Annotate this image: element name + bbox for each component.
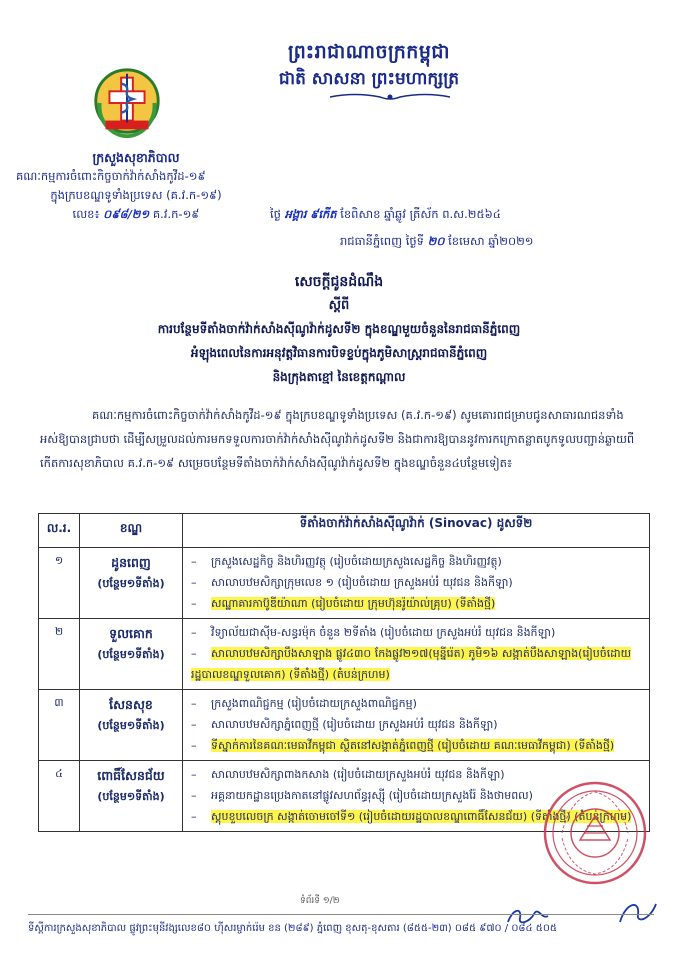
table-header-row — [39, 514, 650, 548]
khan-cell — [80, 761, 183, 832]
solar-prefix: ថ្ងៃទី — [405, 234, 424, 248]
list-item: – សណ្ឋាគារកាប៊ូឌីយ៉ាណា (រៀបចំដោយ ក្រុមហ៊ុនរ៉ូយ៉ាល់គ្រុប) (ទីតាំងថ្មី) — [191, 597, 496, 610]
khan-name: សែនសុខ — [109, 697, 153, 712]
table-row — [39, 548, 650, 619]
list-item: – សាលាបឋមសិក្សាភ្នំពេញថ្មី (រៀបចំដោយ ក្រសួងអប់រំ យុវជន និងកីឡា) — [191, 718, 498, 731]
notice-title: សេចក្តីជូនដំណឹង — [294, 274, 384, 290]
body-paragraph: គណៈកម្មការចំពោះកិច្ចចាក់វ៉ាក់សាំងកូវីដ-១៩ ក្នុងក្របខណ្ឌទូទាំងប្រទេស (គ.វ.ក-១៩) សូមគោរពជម្រាបជូនសាធារណជនទាំងអស់ឱ្យបានជ្រាបថា ដើម្បីសម្រួលដល់ការមកទទួលការចាក់វ៉ាក់សាំងស៊ីណូវ៉ាក់ដូសទី២ និងជាការឱ្យបាននូវការកក្រោតន្លាតបូកទូលបញ្ជាន់ឆ្ងាយពីកើតការសុខាភិបាល គ.វ.ក-១៩ សម្រេចបន្ថែមទីតាំងចាក់វ៉ាក់សាំងស៊ីណូវ៉ាក់ដូសទី២ ក្នុងខណ្ឌចំនួន៤បន្ថែមទៀត៖ — [40, 408, 635, 470]
national-motto: ជាតិ សាសនា ព្រះមហាក្សត្រ — [278, 69, 460, 89]
list-item: – វិទ្យាល័យជាស៊ីម-សន្ធរម៉ុក ចំនួន ២ទីតាំង (រៀបចំដោយ ក្រសួងអប់រំ យុវជន និងកីឡា) — [191, 626, 556, 639]
lunar-rest: ខែពិសាខ ឆ្នាំឆ្លូវ ត្រីស័ក ព.ស.២៥៦៤ — [340, 207, 501, 221]
khan-added: (បន្ថែម១ទីតាំង) — [97, 577, 165, 590]
place-name: រាជធានីភ្នំពេញ — [340, 234, 403, 248]
row-number: ៣ — [39, 690, 80, 761]
official-seal-stamp-icon — [540, 778, 650, 888]
row-number: ១ — [39, 548, 80, 619]
notice-subject-line3: និងក្រុងតាខ្មៅ នៃខេត្តកណ្តាល — [272, 370, 406, 384]
lunar-number: ៩កើត — [310, 207, 337, 221]
header-no: ល.រ. — [39, 514, 80, 548]
notice-subject-line1: ការបន្ថែមទីតាំងចាក់វ៉ាក់សាំងស៊ីណូវ៉ាក់ដូសទី២ ក្នុងខណ្ឌមួយចំនួននៃរាជធានីភ្នំពេញ — [157, 322, 521, 336]
committee-name: គណៈកម្មការចំពោះកិច្ចចាក់វ៉ាក់សាំងកូវីដ-១៩ — [16, 169, 206, 183]
solar-day: ២០ — [427, 234, 445, 248]
lunar-date — [270, 207, 660, 224]
header-sites: ទីតាំងចាក់វ៉ាក់សាំងស៊ីណូវ៉ាក់ (Sinovac) ដូសទី២ — [183, 514, 650, 548]
notice-subject-label: ស្តីពី — [328, 298, 350, 313]
ministry-name: ក្រសួងសុខាភិបាល — [92, 150, 180, 165]
khan-cell — [80, 619, 183, 690]
list-item: – ក្រសួងសេដ្ឋកិច្ច និងហិរញ្ញវត្ថុ (រៀបចំដោយក្រសួងសេដ្ឋកិច្ច និងហិរញ្ញវត្ថុ) — [191, 555, 502, 568]
ministry-block — [16, 148, 256, 224]
highlighted-new-site: សាលាបឋមសិក្សាបឹងសាឡាង ផ្លូវ៤៣០ កែងផ្លូវ២១៧(មុន្នីរ៉េត) ភូមិ១៦ សង្កាត់បឹងសាឡាង(រៀបចំដោយរដ្ឋបាលខណ្ឌទួលគោក) (ទីតាំងថ្មី) (តំបន់ក្រហម) — [191, 647, 632, 681]
highlighted-new-site: ទីស្នាក់ការនៃគណៈមេធាវីកម្ពុជា ស្ថិតនៅសង្កាត់ភ្នំពេញថ្មី (រៀបចំដោយ គណៈមេធាវីកម្ពុជា) (ទីតាំងថ្មី) — [211, 739, 615, 752]
list-item: – សាលាបឋមសិក្សាបឹងសាឡាង ផ្លូវ៤៣០ កែងផ្លូវ២១៧(មុន្នីរ៉េត) ភូមិ១៦ សង្កាត់បឹងសាឡាង(រៀបចំដោយរដ្ឋបាលខណ្ឌទួលគោក) (ទីតាំងថ្មី) (តំបន់ក្រហម) — [191, 647, 632, 681]
row-number: ៤ — [39, 761, 80, 832]
list-item: – ទីស្នាក់ការនៃគណៈមេធាវីកម្ពុជា ស្ថិតនៅសង្កាត់ភ្នំពេញថ្មី (រៀបចំដោយ គណៈមេធាវីកម្ពុជា) (ទីតាំងថ្មី) — [191, 739, 615, 752]
sites-cell — [183, 690, 650, 761]
ref-suffix: គ.វ.ក-១៩ — [152, 207, 200, 221]
table-row — [39, 690, 650, 761]
lunar-prefix: ថ្ងៃ — [270, 207, 281, 221]
list-item: – ក្រសួងពាណិជ្ជកម្ម (រៀបចំដោយក្រសួងពាណិជ្ជកម្ម) — [191, 697, 417, 710]
ornament-divider-icon — [325, 92, 455, 102]
list-item: – អគ្គនាយកដ្ឋានប្រេងកាតនៅផ្លូវសហព័ន្ធរុស្ស៊ី (រៀបចំដោយក្រសួងរ៉ែ និងថាមពល) — [191, 789, 533, 802]
row-number: ២ — [39, 619, 80, 690]
ministry-of-health-logo-icon — [88, 64, 166, 142]
khan-cell — [80, 690, 183, 761]
sites-cell — [183, 548, 650, 619]
page-number: ទំព័រទី ១/២ — [300, 896, 340, 906]
solar-date — [340, 234, 660, 251]
committee-scope: ក្នុងក្របខណ្ឌទូទាំងប្រទេស (គ.វ.ក-១៩) — [50, 188, 222, 202]
khan-added: (បន្ថែម១ទីតាំង) — [97, 790, 165, 803]
solar-rest: ខែមេសា ឆ្នាំ២០២១ — [448, 234, 534, 248]
header-khan: ខណ្ឌ — [80, 514, 183, 548]
lunar-day: អង្គារ — [284, 207, 307, 221]
list-item: – ស្តុបខួបលេចក្រ សង្កាត់ចោមចៅទី១ (រៀបចំដោយរដ្ឋបាលខណ្ឌពោធិ៍សែនជ័យ) (ទីតាំងថ្មី) (តំបន់ក្រហម) — [191, 810, 632, 823]
khan-name: ពោធិ៍សែនជ័យ — [97, 768, 165, 783]
khan-added: (បន្ថែម១ទីតាំង) — [97, 719, 165, 732]
kingdom-title: ព្រះរាជាណាចក្រកម្ពុជា — [288, 41, 450, 63]
khan-name: ទួលគោក — [109, 626, 153, 641]
khan-name: ដូនពេញ — [111, 555, 151, 570]
khan-cell — [80, 548, 183, 619]
khan-added: (បន្ថែម១ទីតាំង) — [97, 648, 165, 661]
list-item: – សាលាបឋមសិក្សាពាងកសាង (រៀបចំដោយក្រសួងអប់រំ យុវជន និងកីឡា) — [191, 768, 505, 781]
highlighted-new-site: ស្តុបខួបលេចក្រ សង្កាត់ចោមចៅទី១ (រៀបចំដោយរដ្ឋបាលខណ្ឌពោធិ៍សែនជ័យ) (ទីតាំងថ្មី) (តំបន់ក្រហម) — [211, 810, 632, 823]
list-item: – សាលាបឋមសិក្សាក្រុមលេខ ១ (រៀបចំដោយ ក្រសួងអប់រំ យុវជន និងកីឡា) — [191, 576, 513, 589]
ref-number: ០៩៨/២១ — [103, 207, 150, 221]
notice-subject-line2: អំឡុងពេលនៃការអនុវត្តវិធានការបិទខ្ទប់ក្នុងភូមិសាស្ត្ររាជធានីភ្នំពេញ — [190, 346, 488, 360]
highlighted-new-site: សណ្ឋាគារកាប៊ូឌីយ៉ាណា (រៀបចំដោយ ក្រុមហ៊ុនរ៉ូយ៉ាល់គ្រុប) (ទីតាំងថ្មី) — [211, 597, 496, 610]
table-row — [39, 619, 650, 690]
reference-number: លេខ៖ ០៩៨/២១ គ.វ.ក-១៩ — [72, 207, 200, 221]
footer-address: ទីស្តីការក្រសួងសុខាភិបាល ផ្លូវព្រះមុនីវង្សលេខ៨០ ហ៊ីសរម្ចាក់រ៉េម ខន (២៨៩) ភ្នំពេញ ខុសតុ-ខុសតារ (៨៥៥-២៣) ០៨៥ ៩៧០ / ០៨៤ ៥០៥ — [28, 914, 654, 936]
ref-prefix: លេខ — [72, 207, 95, 221]
sites-cell — [183, 619, 650, 690]
